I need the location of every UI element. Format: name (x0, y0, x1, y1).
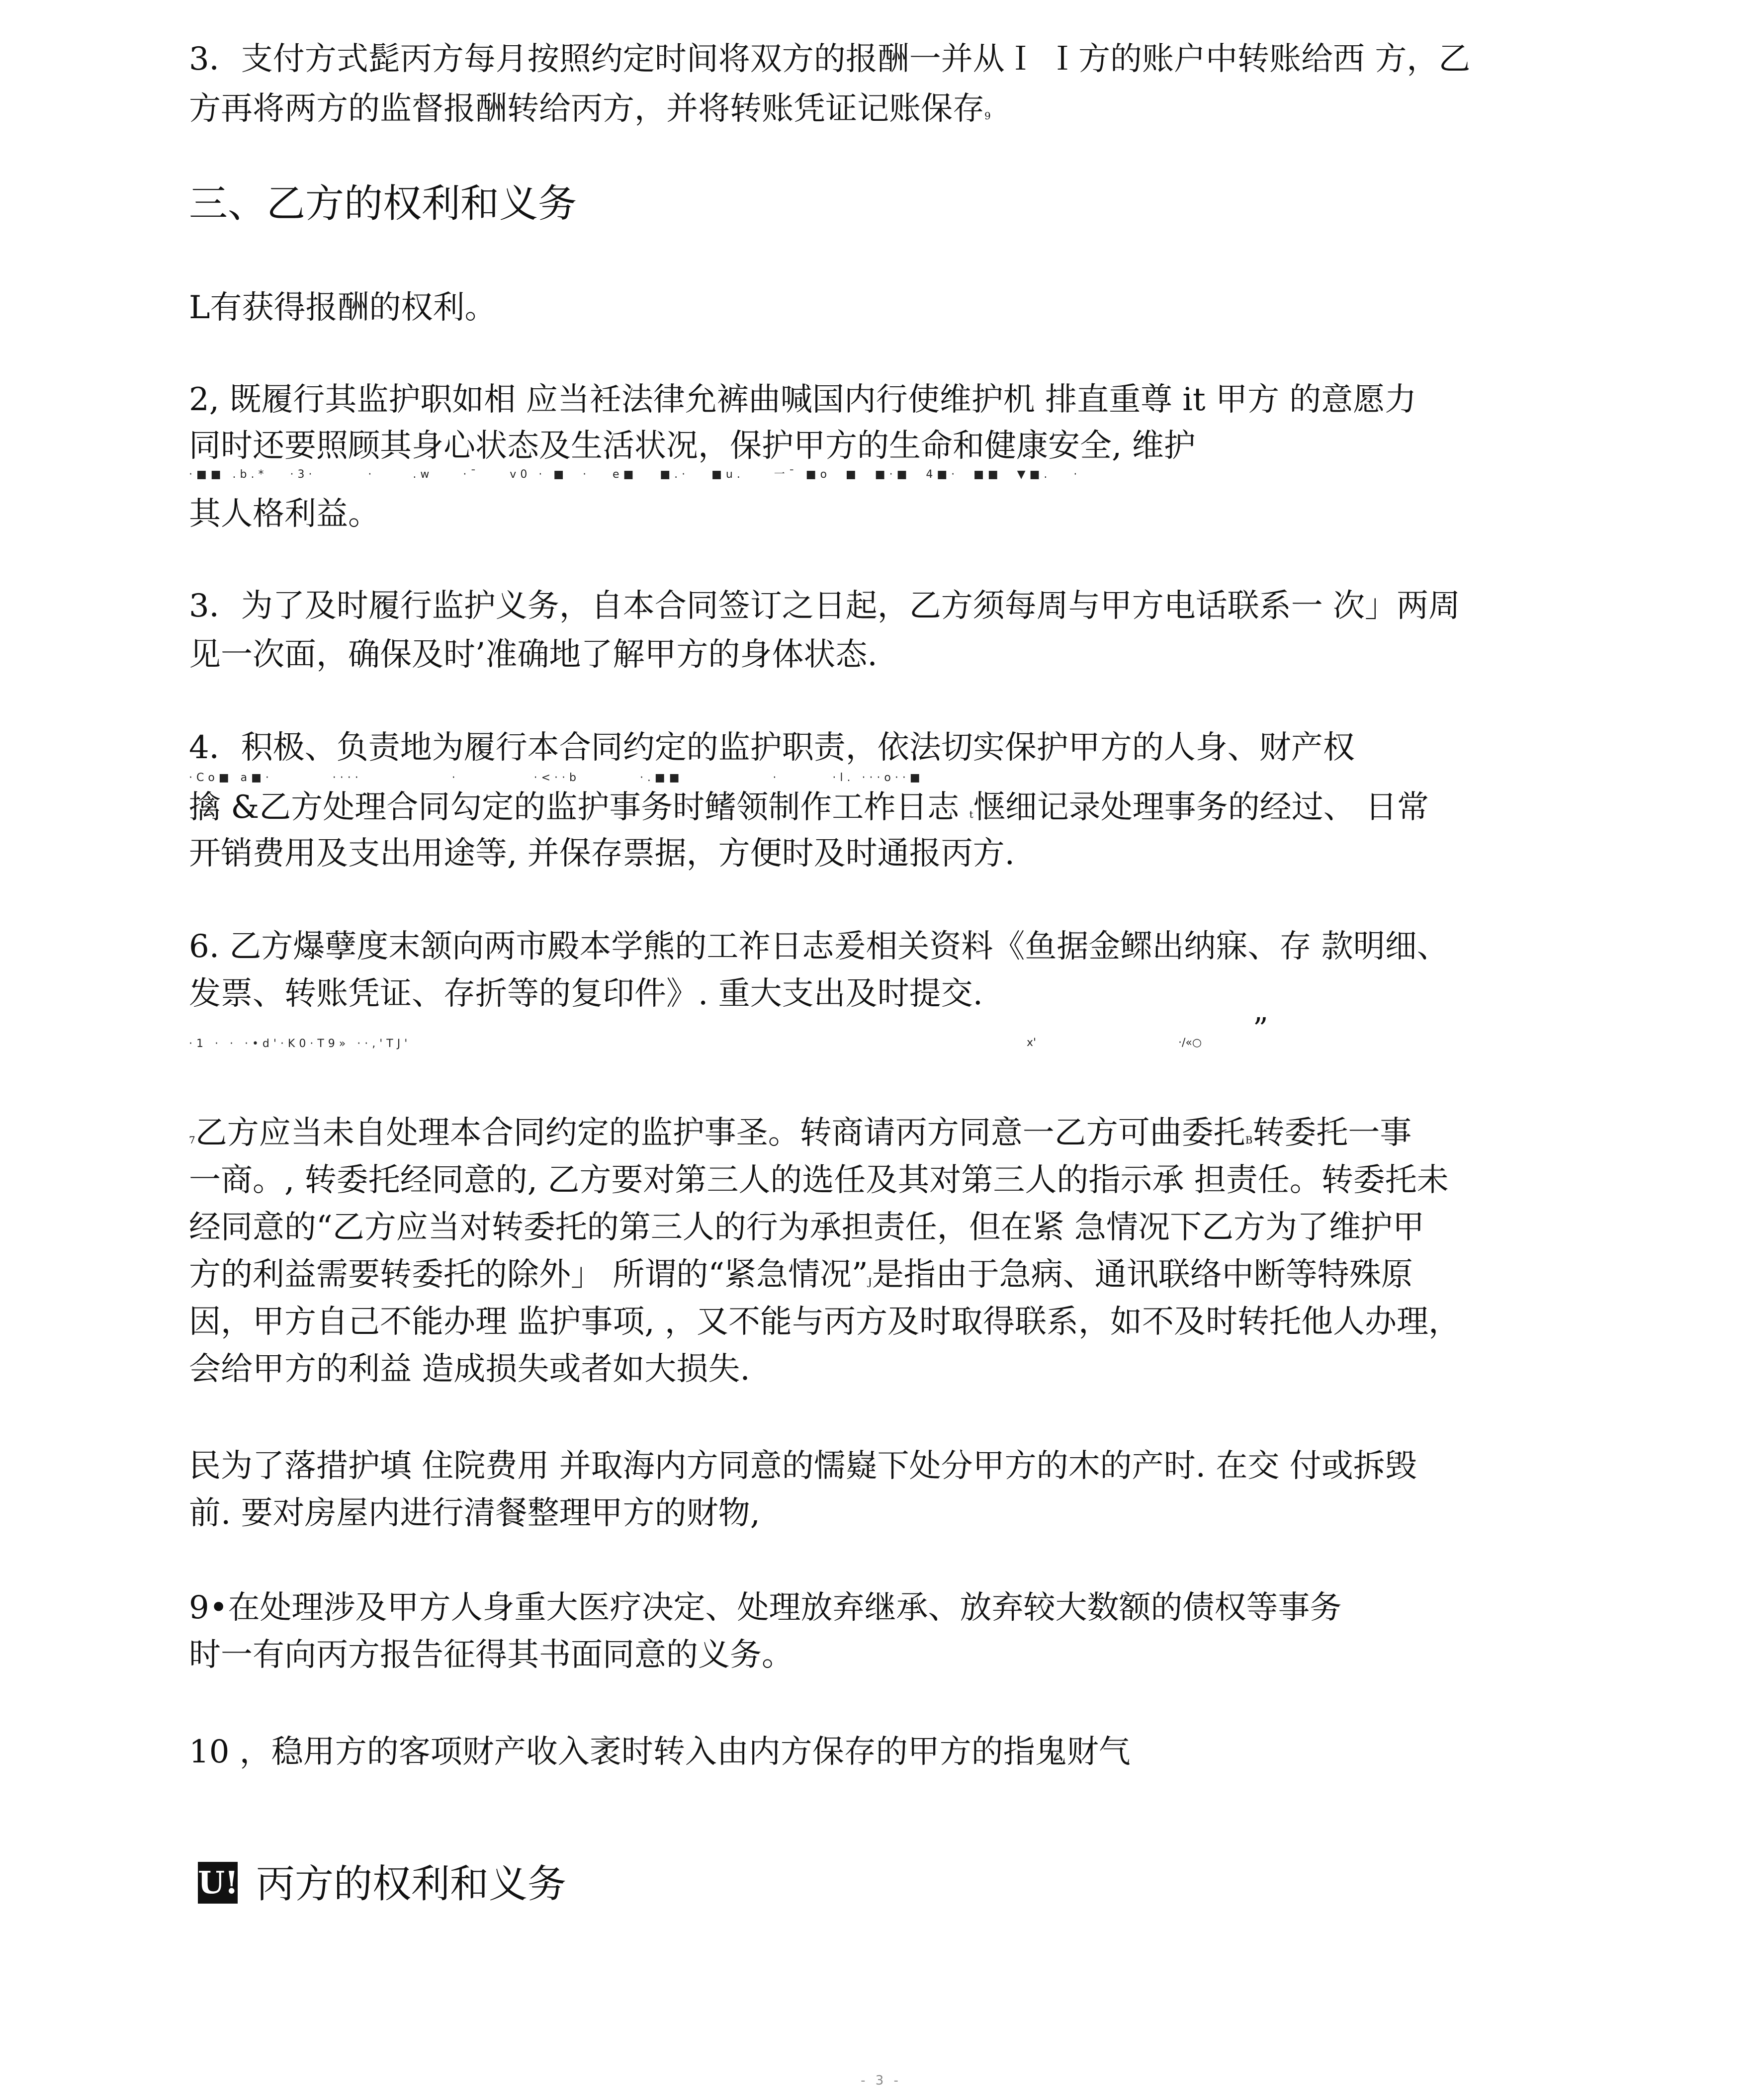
item-7-line-2: 一商。, 转委托经同意的, 乙方要对第三人的选任及其对第三人的指示承 担责任。转委托未 (189, 1162, 1449, 1199)
item-7-mark-b: B (1245, 1134, 1253, 1146)
item-4-scan-noise: ·Co■ a■· ···· · ·<··b ·.■■ · ·l. ···o··■ (189, 772, 924, 784)
item-1: L有获得报酬的权利。 (189, 289, 497, 326)
item-2-scan-noise: ·■■ .b.* ·3· · .w ·ˉ v0 · ■ · e■ ■.· ■u. 一ˉ ■o ■ ■·■ 4■· ■■ ▼■. · (189, 468, 1081, 481)
payment-method-line-2-text: 方再将两方的监督报酬转给丙方，并将转账凭证记账保存 (189, 90, 984, 127)
item-7-line-1-a: 乙方应当未自处理本合同约定的监护事圣。转商请丙方同意一乙方可曲委托 (195, 1115, 1245, 1151)
item-6-scan-noise-right-2: ·/«○ (1178, 1037, 1202, 1049)
section-4-badge: U! (198, 1862, 238, 1904)
item-5-line-1-b: 惬细记录处理事务的经过、 日常 (973, 789, 1429, 826)
item-7-line-3: 经同意的“乙方应当对转委托的第三人的行为承担责任，但在紧 急情况下乙方为了维护甲 (189, 1209, 1425, 1246)
item-8-line-2: 前. 要对房屋内进行清餐整理甲方的财物, (189, 1495, 761, 1532)
item-6-scan-noise: ·1 · · ·•d'·K0·T9» ··,'TJ' (189, 1038, 412, 1050)
item-7-line-4-b: 是指由于急病、通讯联络中断等特殊原 (872, 1256, 1413, 1293)
item-6-line-1: 6. 乙方爆孽度末颔向两市殿本学熊的工祚日志爰相关资料《鱼据金鳏出纳寐、存 款明细、 (189, 928, 1449, 965)
item-5-mark: t (969, 808, 973, 820)
payment-method-line-2 (189, 85, 1591, 140)
item-9-line-1: 9•在处理涉及甲方人身重大医疗决定、处理放弃继承、放弃较大数额的债权等事务 (189, 1589, 1342, 1626)
item-10: 10 ，稳用方的客项财产收入袤时转入由内方保存的甲方的指鬼财气 (189, 1734, 1131, 1770)
item-6-stray-quote: ” (1253, 1012, 1268, 1047)
page-number: - 3 - (861, 2073, 901, 2088)
item-7-line-6: 会给甲方的利益 造成损失或者如大损失. (189, 1351, 750, 1388)
payment-method-line-1: 3．支付方式髭丙方每月按照约定时间将双方的报酬一并从Ｉ Ｉ方的账户中转账给西 方，乙 (189, 41, 1471, 78)
item-7-line-5: 因，甲方自己不能办理 监护事项, ，又不能与丙方及时取得联系，如不及时转托他人办理， (189, 1304, 1461, 1340)
item-2-line-3: 其人格利益。 (189, 496, 380, 532)
item-5-line-1-a: 擒 &乙方处理合同勾定的监护事务时鳍领制作工柞日志 (189, 789, 969, 826)
item-7-line-4-a: 方的利益需要转委托的除外」 所谓的“紧急情况” (189, 1256, 868, 1293)
section-3-heading: 三、乙方的权利和义务 (189, 181, 577, 226)
item-5-line-2: 开销费用及支出用途等, 并保存票据，方便时及时通报丙方. (189, 835, 1015, 872)
item-3-line-2: 见一次面，确保及时’准确地了解甲方的身体状态. (189, 636, 878, 673)
item-3-line-1: 3．为了及时履行监护义务，自本合同签订之日起，乙方须每周与甲方电话联系一 次」两周 (189, 588, 1461, 624)
item-6-line-2: 发票、转账凭证、存折等的复印件》. 重大支出及时提交. (189, 975, 983, 1012)
item-2-line-2: 同时还要照顾其身心状态及生活状况，保护甲方的生命和健康安全, 维护 (189, 428, 1196, 464)
item-2-line-1: 2, 既履行其监护职如相 应当衽法律允裤曲喊国内行使维护机 排直重尊 it 甲方 的意愿力 (189, 381, 1417, 418)
item-4: 4．积极、负责地为履行本合同约定的监护职责，依法切实保护甲方的人身、财产权 (189, 729, 1355, 766)
item-6-scan-noise-right-1: x' (1027, 1037, 1037, 1049)
item-7-prefix: 7 (189, 1134, 195, 1146)
section-4-heading: 丙方的权利和义务 (256, 1862, 567, 1907)
item-9-line-2: 时一有向丙方报告征得其书面同意的义务。 (189, 1637, 793, 1673)
item-7-line-1-b: 转委托一事 (1252, 1115, 1412, 1151)
item-8-line-1: 民为了落措护填 住院费用 并取海内方同意的懦嶷下处分甲方的木的产时. 在交 付或拆毁 (189, 1448, 1417, 1485)
item-7-mark-j: J (868, 1276, 872, 1288)
payment-method-tail-mark: 9 (984, 110, 991, 122)
